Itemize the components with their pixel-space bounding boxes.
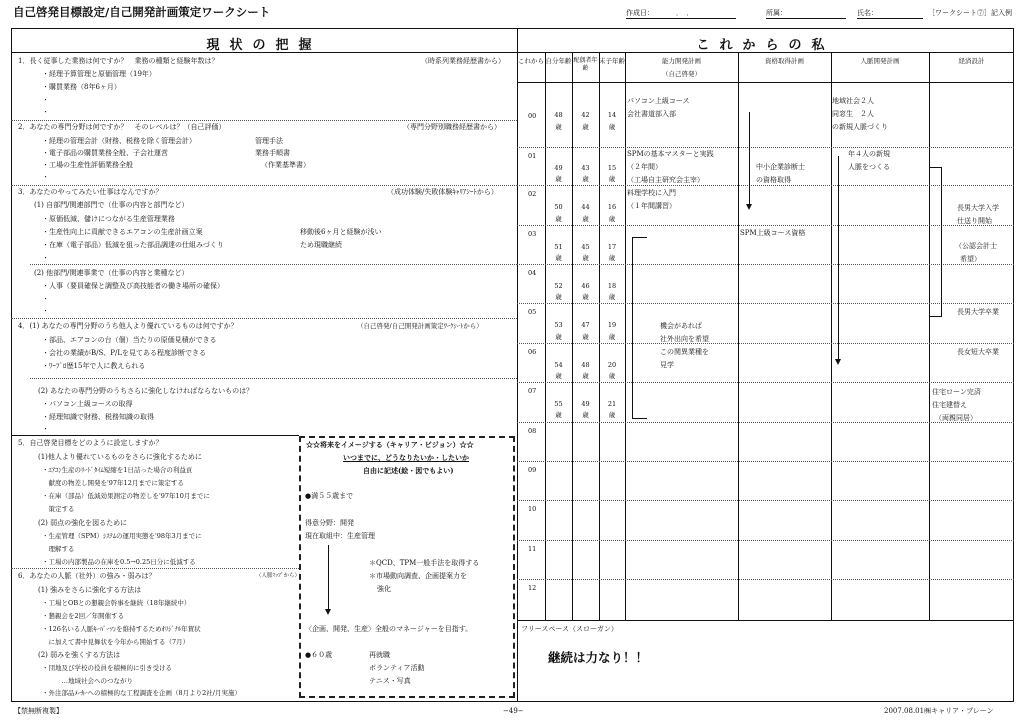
- vision-after: ボランティア活動: [369, 664, 425, 672]
- child-age: 19: [607, 321, 617, 329]
- spouse-age: 44: [581, 203, 590, 211]
- col-header-qualification: 資格取得計画: [765, 57, 804, 65]
- q6-item: ・工場とOBとの懇親会幹事を継続（18年継続中）: [42, 599, 191, 607]
- q3-item: ・原価低減、儲けにつながる生産管理業務: [42, 215, 175, 223]
- q1-item: ・経理予算管理と原価管理（19年）: [42, 70, 156, 78]
- age-unit: 歳: [555, 254, 562, 262]
- self-age: 55: [554, 400, 563, 408]
- ability-plan-entry: SPMの基本マスターと実践: [627, 150, 714, 158]
- q6-sub2: (2) 弱みを強くする方法は: [38, 651, 121, 659]
- current-status-heading: 現状の把握: [206, 38, 322, 53]
- vision-after: 再就職: [369, 651, 390, 659]
- self-age: 52: [554, 282, 563, 290]
- self-age: 54: [554, 361, 563, 369]
- finance-entry: 住宅建替え: [932, 401, 967, 409]
- age-unit: 歳: [582, 215, 589, 223]
- q6-item: ・懇親会を2回／年開催する: [42, 612, 125, 620]
- age-unit: 歳: [582, 123, 589, 131]
- q1-item: ・: [42, 108, 49, 116]
- q6-item: …地域社会へのつながり: [42, 677, 133, 685]
- q4-item: ・: [42, 425, 49, 433]
- spouse-age: 43: [581, 164, 590, 172]
- self-age: 49: [554, 164, 563, 172]
- year-row-label: 02: [528, 190, 537, 198]
- q4-item: ・会社の業績がB/S、P/Lを見てある程度診断できる: [42, 349, 207, 357]
- col-header-child-age: 末子年齢: [599, 57, 625, 65]
- finance-entry: 希望）: [960, 255, 981, 263]
- spouse-age: 42: [581, 111, 590, 119]
- network-arrow: [838, 156, 839, 359]
- q1-item: ・: [42, 96, 49, 104]
- year-row-label: 12: [528, 584, 537, 592]
- q5-item: 策定する: [42, 505, 75, 513]
- network-entry: 地域社会２人: [832, 97, 874, 105]
- q5-sub1: (1)他人より優れているものをさらに強化するために: [38, 453, 202, 461]
- vision-note: 強化: [377, 585, 391, 593]
- created-date-label: 作成日：: [626, 9, 654, 17]
- age-unit: 歳: [582, 254, 589, 262]
- year-row-label: 06: [528, 348, 537, 356]
- q5-item: ・在庫（部品）低減効果測定の物差しを'97年10月までに: [42, 492, 210, 500]
- finance-entry: （両親同居）: [935, 414, 977, 422]
- vision-subtitle: いつまでに、どうなりたいか・したいか: [343, 453, 469, 462]
- year-row-label: 11: [528, 545, 537, 553]
- q6-sub1: (1) 強みをさらに強化する方法は: [38, 586, 142, 594]
- age-unit: 歳: [608, 372, 616, 380]
- q5-item: 献度の物差し開発を'97年12月までに策定する: [42, 479, 184, 487]
- document-title: 自己啓発目標設定/自己開発計画策定ワークシート: [13, 5, 271, 19]
- ability-plan-entry: （工場自主研究会主宰）: [627, 176, 704, 184]
- department-label: 所属：: [766, 9, 787, 17]
- q3-sub2: (2) 他部門/関連事業で（仕事の内容と業種など）: [34, 269, 189, 277]
- year-row-label: 10: [528, 505, 537, 513]
- ability-plan-entry: （２年間）: [627, 163, 662, 171]
- year-row-label: 09: [528, 466, 537, 474]
- q2-reference: （専門分野別職務経歴書から）: [403, 123, 501, 131]
- created-date-value[interactable]: ． ．: [676, 9, 694, 17]
- child-age: 14: [607, 111, 617, 119]
- self-age: 48: [554, 111, 563, 119]
- child-age: 17: [607, 243, 617, 251]
- child-age: 18: [607, 282, 617, 290]
- age-unit: 歳: [582, 293, 589, 301]
- age-unit: 歳: [555, 333, 562, 341]
- child-age: 20: [607, 361, 617, 369]
- age-unit: 歳: [608, 411, 616, 419]
- q6-item: ・126名いる人脈ｷｰﾊﾟｰｿﾝを維持するためｵﾘｼﾞﾅﾙ年賀状: [42, 625, 201, 633]
- vision-subtitle-2: 自由に記述(絵・図でもよい): [363, 466, 454, 475]
- vision-after: テニス・写真: [369, 677, 411, 685]
- ability-period-bracket: [632, 237, 647, 419]
- q5-title: 5．自己啓発目標をどのように設定しますか？: [18, 439, 163, 447]
- network-entry: の新規人脈づくり: [832, 123, 888, 131]
- q5-item: ・ｴｱｺﾝ生産のﾘｰﾄﾞﾀｲﾑ短縮を1日詰った場合の利益貢: [42, 466, 193, 474]
- qualification-entry: の資格取得: [756, 176, 791, 184]
- year-row-label: 05: [528, 308, 537, 316]
- finance-entry: 住宅ローン完済: [932, 388, 981, 396]
- q3-item: ・: [42, 254, 49, 262]
- q3-item: ・: [42, 307, 49, 315]
- col-header-self-age: 自分年齢: [545, 57, 572, 65]
- ability-plan-entry: 見学: [660, 361, 674, 369]
- q4-item: ・パソコン上級コースの取得: [42, 400, 133, 408]
- age-unit: 歳: [555, 123, 562, 131]
- child-age: 21: [607, 400, 617, 408]
- ability-plan-entry: （１年間講習）: [627, 202, 676, 210]
- q1-title: 1．長く従事した業務は何ですか？ 業務の種類と経験年数は？: [18, 57, 219, 65]
- self-age: 51: [554, 243, 563, 251]
- q1-item: ・購買業務（8年6ヶ月）: [42, 83, 121, 91]
- finance-entry: 長男大学卒業: [957, 308, 999, 316]
- free-space-label: フリースペース（スローガン）: [521, 625, 618, 633]
- spouse-age: 45: [581, 243, 590, 251]
- ability-plan-entry: 会社書道部入部: [627, 110, 676, 118]
- qualification-entry: 中小企業診断士: [756, 163, 805, 171]
- age-unit: 歳: [555, 293, 562, 301]
- q5-sub2: (2) 弱点の強化を図るために: [38, 519, 128, 527]
- age-unit: 歳: [555, 215, 562, 223]
- age-unit: 歳: [555, 411, 562, 419]
- q3-note: 移動後6ヶ月と経験が浅い: [300, 228, 382, 236]
- spouse-age: 46: [581, 282, 590, 290]
- ability-plan-entry: この関異業種を: [660, 348, 709, 356]
- vision-age55: ●満５５歳まで: [305, 492, 354, 500]
- finance-entry: 長男大学入学: [957, 204, 999, 212]
- age-unit: 歳: [582, 333, 589, 341]
- col-header-ability: 能力開発計画: [662, 57, 701, 65]
- year-row-label: 07: [528, 387, 537, 395]
- self-age: 53: [554, 321, 563, 329]
- ability-plan-entry: 料理学校に入門: [627, 189, 676, 197]
- age-unit: 歳: [582, 411, 589, 419]
- age-unit: 歳: [608, 254, 616, 262]
- vision-note: ＊QCD、TPM一般手法を取得する: [369, 559, 480, 567]
- q3-reference: （成功体験/失敗体験ｷｬﾘｱｼｰﾄから）: [387, 188, 498, 196]
- age-unit: 歳: [608, 333, 616, 341]
- finance-entry: （公認会計士: [955, 242, 997, 250]
- q6-item: ・外注部品ﾒｰｶｰへの積極的な工程調査を企画（8月より2社/月実施）: [42, 689, 241, 697]
- q4-item: ・ﾜｰﾌﾟﾛ歴15年で人に教えられる: [42, 362, 146, 370]
- col-header-network: 人脈開発計画: [860, 57, 900, 65]
- spouse-age: 48: [581, 361, 590, 369]
- vision-goal: 〈企画、開発、生産〉全般のマネージャーを目指す。: [305, 625, 473, 633]
- page-number: −49−: [503, 707, 524, 715]
- child-age: 16: [607, 203, 617, 211]
- year-row-label: 04: [528, 269, 537, 277]
- year-row-label: 00: [528, 112, 537, 120]
- q1-reference: （時系列業務経歴書から）: [421, 57, 505, 65]
- age-unit: 歳: [555, 372, 562, 380]
- future-self-heading: これからの私: [696, 38, 835, 53]
- vision-note: ＊市場動向調査、企画提案力を: [369, 572, 467, 580]
- self-age: 50: [554, 203, 563, 211]
- age-unit: 歳: [608, 123, 616, 131]
- vision-age60: ●６０歳: [305, 651, 333, 659]
- age-unit: 歳: [608, 175, 616, 183]
- q2-item-note: （作業基準書）: [261, 161, 310, 169]
- q2-item: ・: [42, 173, 49, 181]
- q3-sub1: (1) 自部門/関連部門で（仕事の内容と部門など）: [34, 201, 189, 209]
- q3-item: ・生産性向上に貢献できるエアコンの生産計画立案: [42, 228, 203, 236]
- q2-item-note: 業務手順書: [255, 149, 290, 157]
- year-row-label: 03: [528, 230, 537, 238]
- age-unit: 歳: [608, 215, 616, 223]
- q2-item: ・経理の管理会計（財務、税務を除く管理会計）: [42, 137, 196, 145]
- q2-item: ・電子部品の購買業務全般、子会社運営: [42, 149, 168, 157]
- q3-item: ・人事（要員確保と調整及び高技能者の働き場所の確保）: [42, 282, 224, 290]
- q4-item: ・経理知識で財務、税務知識の取得: [42, 413, 154, 421]
- age-unit: 歳: [608, 293, 616, 301]
- q6-title: 6．あなたの人脈（社外）の強み・弱みは？: [18, 572, 156, 580]
- ability-plan-entry: 機会があれば: [660, 322, 702, 330]
- q5-item: 理解する: [42, 545, 75, 553]
- spouse-age: 49: [581, 400, 590, 408]
- finance-period-bracket: [929, 167, 942, 317]
- vision-title: ☆☆将来をイメージする（キャリア・ビジョン）☆☆: [306, 440, 474, 449]
- q2-item-note: 管理手法: [255, 137, 283, 145]
- q6-item: に加えて書中見舞状を今年から開始する（7月）: [42, 638, 190, 646]
- ability-plan-entry: 社外出向を希望: [660, 335, 709, 343]
- vision-arrow: [328, 545, 329, 609]
- col-header-spouse-age: 配偶者年齢: [573, 57, 598, 72]
- finance-entry: 長女短大卒業: [957, 348, 999, 356]
- q4-reference: （自己啓発/自己開発計画策定ﾜｰｸｼｰﾄから）: [357, 322, 483, 330]
- q2-item: ・工場の生産性評価業務全般: [42, 161, 133, 169]
- age-unit: 歳: [582, 372, 589, 380]
- q2-title: 2．あなたの専門分野は何ですか？ そのレベルは？（自己評価）: [18, 123, 226, 131]
- q4-title: 4．(1) あなたの専門分野のうち他人より優れているものは何ですか？: [18, 322, 238, 330]
- vision-line-2: 現在取組中：生産管理: [305, 532, 375, 540]
- worksheet-label: ［ワークシート⑦］記入例: [928, 9, 1012, 17]
- age-unit: 歳: [555, 175, 562, 183]
- network-entry: 同窓生 ２人: [832, 110, 874, 118]
- q4-item: ・部品、エアコンの台（個）当たりの原価見積ができる: [42, 336, 217, 344]
- name-label: 氏名：: [857, 9, 878, 17]
- q3-note: ため現職継続: [300, 241, 342, 249]
- q6-reference: （人脈ﾏｯﾌﾟから）: [256, 573, 301, 579]
- qualification-entry: SPM上級コース資格: [740, 229, 806, 237]
- age-unit: 歳: [582, 175, 589, 183]
- q3-item: ・在庫（電子部品）低減を狙った部品調達の仕組みづくり: [42, 241, 224, 249]
- q4-sub2: (2) あなたの専門分野のうちさらに強化しなければならないものは？: [38, 387, 254, 395]
- q5-item: ・生産管理（SPM）ｼｽﾃﾑの運用実態を'98年3月までに: [42, 532, 202, 540]
- year-row-label: 01: [528, 152, 537, 160]
- q3-title: 3．あなたのやってみたい仕事はなんですか？: [18, 188, 163, 196]
- col-header-ability-sub: （自己啓発）: [662, 70, 701, 78]
- child-age: 15: [607, 164, 617, 172]
- qualification-arrow: [749, 112, 750, 204]
- q6-item: ・団地及び学校の役員を積極的に引き受ける: [42, 664, 172, 672]
- q5-item: ・工場の内部製品の在庫を0.5→0.25日分に低減する: [42, 558, 196, 566]
- q3-item: ・: [42, 295, 49, 303]
- network-entry: 年４人の新規: [848, 150, 890, 158]
- col-header-finance: 経済設計: [958, 57, 985, 65]
- finance-entry: 仕送り開始: [957, 217, 992, 225]
- slogan: 継続は力なり！！: [548, 650, 649, 665]
- spouse-age: 47: [581, 321, 590, 329]
- network-entry: 人脈をつくる: [848, 163, 890, 171]
- col-header-year: これから: [518, 57, 544, 65]
- footer-publisher: 2007.08.01㈱キャリア・ブレーン: [884, 707, 994, 715]
- ability-plan-entry: パソコン上級コース: [627, 97, 690, 105]
- year-row-label: 08: [528, 427, 537, 435]
- footer-copyright-notice: 【禁無断複製】: [14, 707, 63, 715]
- vision-line-1: 得意分野：開発: [305, 519, 354, 527]
